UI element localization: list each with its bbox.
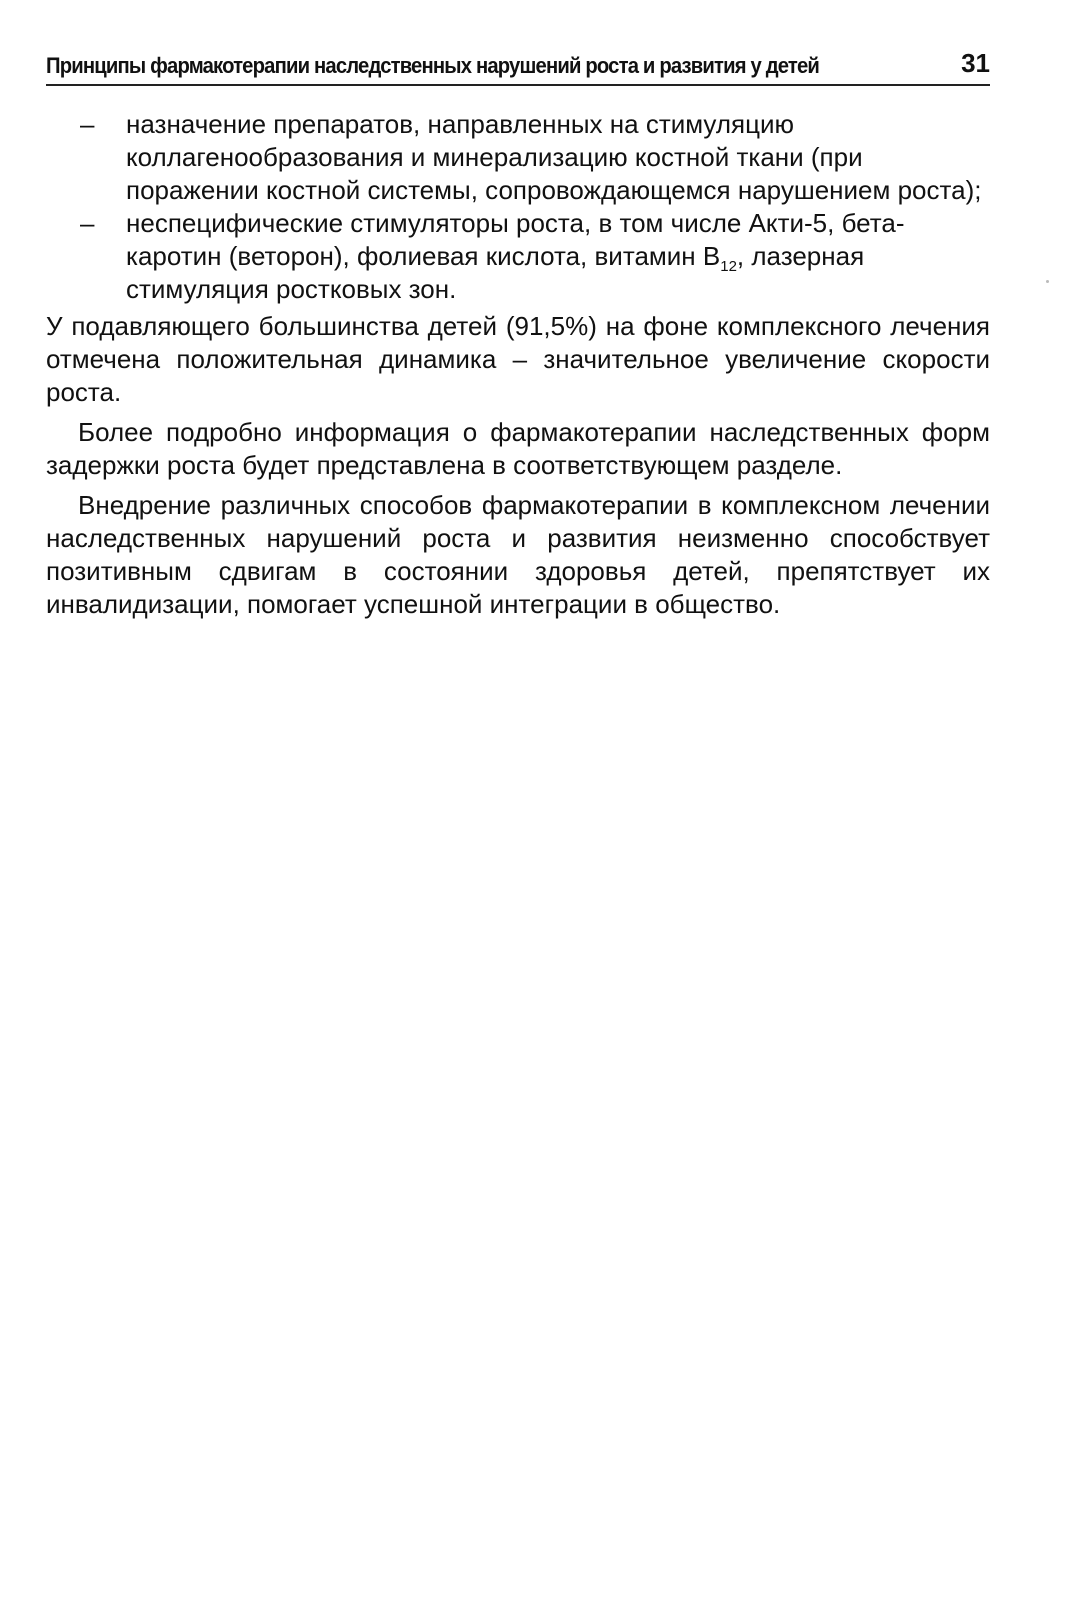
body-paragraph: Внедрение различных способов фармакотерапии в комплексном лечении наследственных нарушений роста и развития неизменно способствует позитивным сдвигам в состоянии здоровья детей, препятствует их инвалидизации, помогает успешной интеграции в общество. — [46, 490, 990, 619]
list-item-text-tail: , лазерная стимуляция ростковых зон. — [126, 241, 865, 304]
list-item — [46, 108, 990, 207]
list-dash: – — [80, 109, 95, 139]
vitamin-subscript: 12 — [720, 258, 737, 275]
list-item-text: неспецифические стимуляторы роста, в том числе Акти-5, бета-каротин (веторон), фолиевая кислота, витамин В — [126, 208, 905, 271]
page-number: 31 — [961, 48, 990, 78]
page-body — [46, 108, 990, 621]
list-item — [46, 207, 990, 306]
list-dash: – — [80, 208, 95, 238]
bullet-list — [46, 108, 990, 306]
running-title: Принципы фармакотерапии наследственных нарушений роста и развития у детей — [46, 53, 820, 78]
scan-speck — [1046, 280, 1049, 283]
body-paragraph: Более подробно информация о фармакотерапии наследственных форм задержки роста будет представлена в соответствующем разделе. — [46, 417, 990, 480]
list-item-text: назначение препаратов, направленных на стимуляцию коллагенообразования и минерализацию костной ткани (при поражении костной системы, сопровождающемся нарушением роста); — [126, 109, 982, 205]
page-header — [46, 44, 990, 86]
body-paragraph: У подавляющего большинства детей (91,5%) на фоне комплексного лечения отмечена положительная динамика – значительное увеличение скорости роста. — [46, 311, 990, 407]
